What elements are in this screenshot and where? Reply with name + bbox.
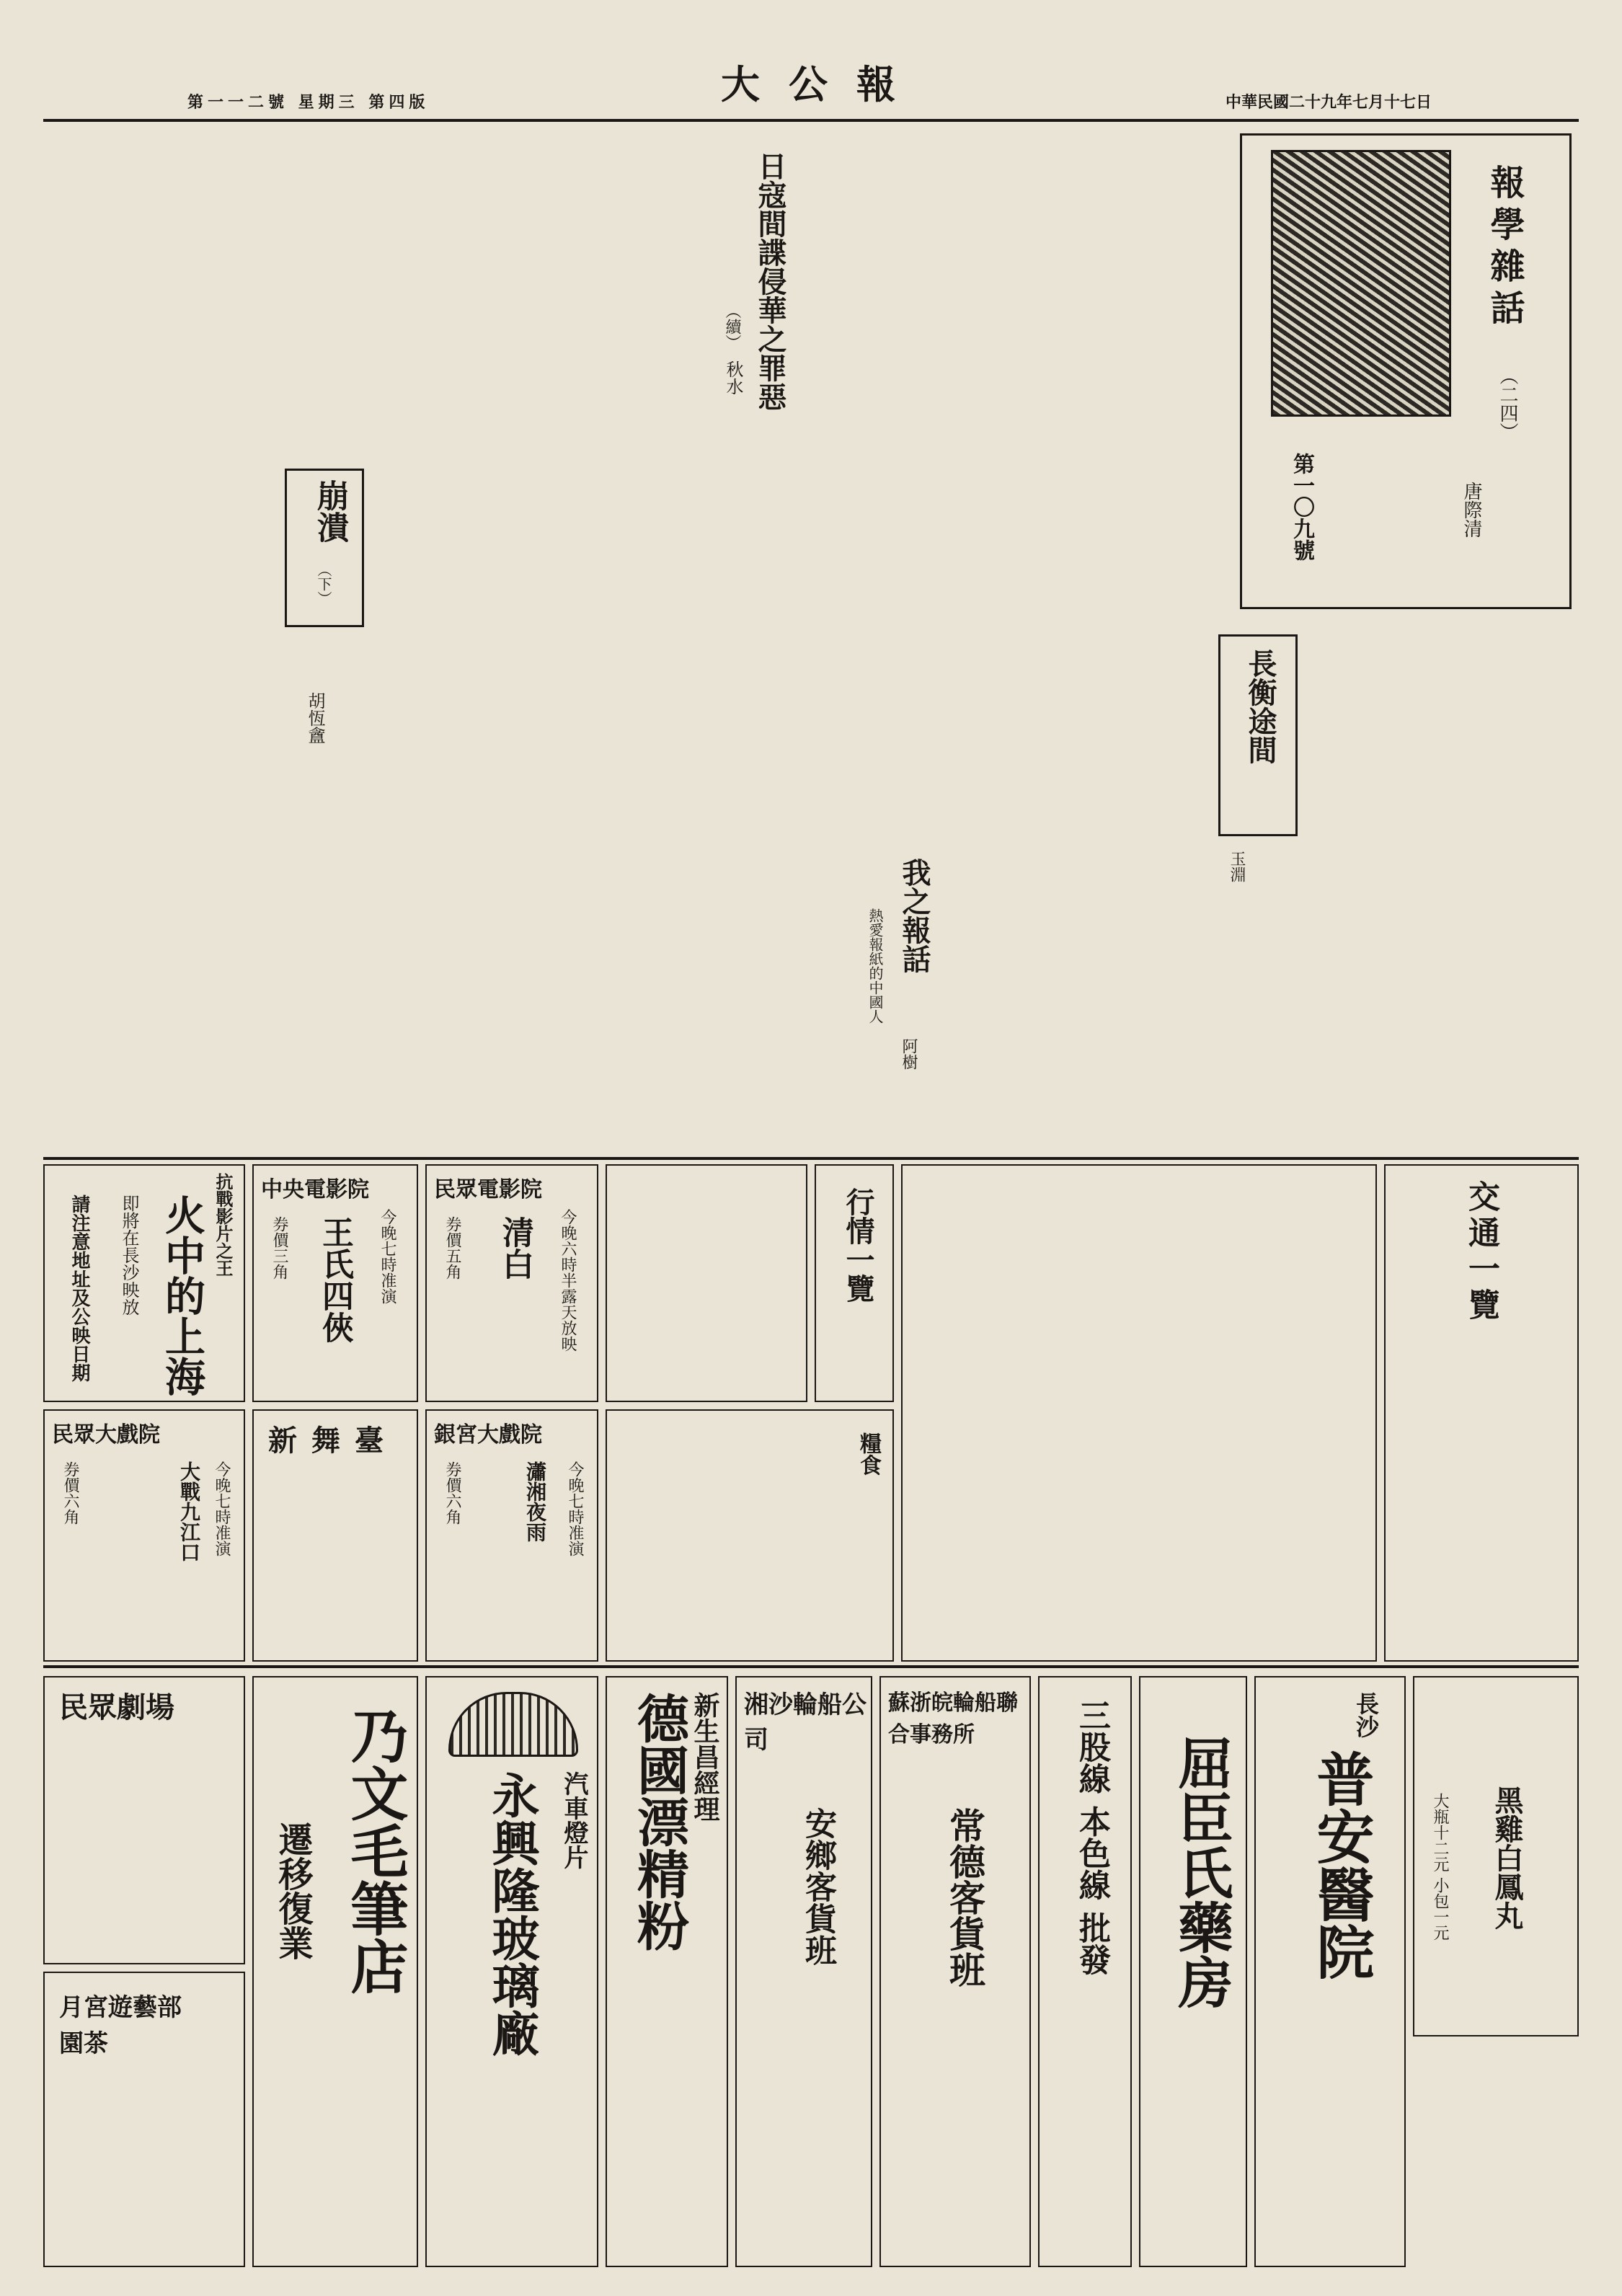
cinema-minzhong-showtime: 今晚六時半露天放映 xyxy=(559,1209,577,1352)
theatre-minzhong-name: 民眾大戲院 xyxy=(52,1422,160,1448)
article-body-collapse xyxy=(43,133,584,1157)
ad-tea-house xyxy=(43,1972,245,2267)
ad-flour xyxy=(606,1676,728,2267)
article-sub-myview: 熱愛報紙的中國人 xyxy=(867,908,884,1024)
ad-medicine-title: 黑雞白鳳丸 xyxy=(1490,1786,1523,1930)
ad-steamer-sub: 常德客貨班 xyxy=(944,1807,985,1987)
theatre-new-stage xyxy=(252,1409,418,1662)
feature-issue-number: 第一〇九號 xyxy=(1289,453,1314,561)
traffic-section xyxy=(1384,1164,1579,1662)
article-title-myview: 我之報話 xyxy=(898,858,931,973)
ad-tea-house-name: 月宮遊藝部 xyxy=(59,1993,182,2022)
film-promo xyxy=(43,1164,245,1402)
masthead-rule xyxy=(43,119,1579,122)
ads-row xyxy=(43,1676,1579,2267)
ad-glass xyxy=(425,1676,598,2267)
theatre-minzhong-showtime: 今晚七時准演 xyxy=(213,1461,231,1556)
cinema-central xyxy=(252,1164,418,1402)
masthead xyxy=(43,40,1579,119)
ad-pharmacy xyxy=(1139,1676,1247,2267)
theatre-minzhong-price: 券價六角 xyxy=(61,1461,79,1525)
feature-woodcut xyxy=(1271,150,1451,417)
date-line: 中華民國二十九年七月十七日 xyxy=(1226,93,1432,112)
market-table xyxy=(606,1164,807,1402)
ad-hospital-city: 長沙 xyxy=(1352,1692,1380,1738)
film-promo-category: 抗戰影片之王 xyxy=(213,1173,233,1277)
theatre-silver-palace-showtime: 今晚七時准演 xyxy=(566,1461,584,1556)
article-author-longstreet: 玉淵 xyxy=(1228,851,1246,882)
ad-hospital-title: 普安醫院 xyxy=(1307,1750,1374,1980)
upper-lower-rule xyxy=(43,1157,1579,1160)
article-body-myview xyxy=(591,843,851,1153)
cinema-central-showtime: 今晚七時准演 xyxy=(378,1209,396,1304)
ad-glass-lamp-art xyxy=(448,1692,578,1757)
article-body-center-mid xyxy=(937,843,1298,1153)
traffic-table xyxy=(901,1164,1377,1662)
ad-medicine-price: 大瓶十二元 小包一元 xyxy=(1431,1793,1449,1941)
feature-body xyxy=(822,133,1226,609)
film-promo-note: 即將在長沙映放 xyxy=(119,1194,139,1316)
ad-shipping xyxy=(735,1676,872,2267)
theatre-silver-palace-price: 券價六角 xyxy=(443,1461,461,1525)
ad-pen-title: 乃文毛筆店 xyxy=(341,1706,408,1995)
ad-steamer-title: 蘇浙皖輪船聯合事務所 xyxy=(888,1690,1018,1747)
article-part-spy: （續） xyxy=(723,303,741,350)
article-title-longstreet: 長衡途間 xyxy=(1244,649,1277,764)
film-promo-notice: 請注意地址及公映日期 xyxy=(68,1194,90,1382)
issue-info: 第一一二號 星期三 第四版 xyxy=(187,93,430,112)
theatre-minzhong xyxy=(43,1409,245,1662)
ad-shipping-sub: 安鄉客貨班 xyxy=(799,1807,836,1966)
article-body-spy xyxy=(591,133,714,609)
cinema-minzhong-price: 券價五角 xyxy=(443,1216,461,1280)
feature-part: （二四） xyxy=(1497,366,1518,441)
market-section xyxy=(815,1164,894,1402)
ad-flour-brand: 新生昌經理 xyxy=(690,1692,719,1822)
listings-ads-rule xyxy=(43,1665,1579,1668)
article-author-myview: 阿樹 xyxy=(900,1038,918,1070)
article-part-collapse: （下） xyxy=(315,562,332,606)
ad-minzhong-stage-name: 民眾劇場 xyxy=(59,1690,174,1724)
cinema-central-program: 王氏四俠 xyxy=(316,1216,353,1343)
feature-box xyxy=(1240,133,1572,609)
grain-section xyxy=(606,1409,894,1662)
ad-flour-title: 德國漂精粉 xyxy=(629,1692,689,1951)
theatre-silver-palace-name: 銀宮大戲院 xyxy=(434,1422,542,1448)
article-author-collapse: 胡恆盦 xyxy=(305,692,325,744)
article-title-collapse: 崩潰 xyxy=(311,479,348,543)
ad-hospital xyxy=(1254,1676,1406,2267)
film-promo-title: 火中的上海 xyxy=(159,1194,205,1396)
cinema-minzhong-name: 民眾電影院 xyxy=(434,1177,542,1202)
cinema-central-name: 中央電影院 xyxy=(261,1177,369,1202)
traffic-title: 交通一覽 xyxy=(1463,1180,1499,1324)
ad-tea-house-sub: 園茶 xyxy=(59,2029,108,2058)
ad-shipping-title: 湘沙輪船公司 xyxy=(744,1690,867,1755)
market-title: 行情一覽 xyxy=(841,1187,874,1303)
ad-glass-title: 永興隆玻璃廠 xyxy=(484,1771,539,2057)
listings-band xyxy=(43,1164,1579,1662)
feature-title: 報學雜話 xyxy=(1484,164,1525,332)
article-body-longstreet xyxy=(591,627,1211,836)
article-body-right-mid xyxy=(1305,627,1572,1153)
cinema-minzhong-program: 清白 xyxy=(497,1216,533,1280)
ad-pharmacy-title: 屈臣氏藥房 xyxy=(1169,1735,1233,2009)
feature-author: 唐際清 xyxy=(1461,482,1482,538)
ad-thread-title: 三股線 本色線 批發 xyxy=(1073,1699,1110,1975)
ad-pen xyxy=(252,1676,418,2267)
ad-medicine xyxy=(1413,1676,1579,2036)
ad-steamer xyxy=(879,1676,1031,2267)
article-title-spy: 日寇間諜侵華之罪惡 xyxy=(753,151,786,411)
ad-glass-tag: 汽車燈片 xyxy=(559,1771,588,1869)
article-author-spy: 秋水 xyxy=(723,360,743,395)
theatre-new-stage-name: 新舞臺 xyxy=(268,1424,398,1458)
cinema-minzhong xyxy=(425,1164,598,1402)
paper-name: 大公報 xyxy=(721,61,924,107)
theatre-silver-palace xyxy=(425,1409,598,1662)
ad-thread xyxy=(1038,1676,1132,2267)
ad-minzhong-stage xyxy=(43,1676,245,1964)
cinema-central-price: 券價三角 xyxy=(270,1216,288,1280)
theatre-silver-palace-program: 瀟湘夜雨 xyxy=(523,1461,547,1542)
theatre-minzhong-program: 大戰九江口 xyxy=(177,1461,201,1562)
ad-pen-status: 遷移復業 xyxy=(272,1822,313,1960)
grain-title: 糧食 xyxy=(856,1432,881,1476)
